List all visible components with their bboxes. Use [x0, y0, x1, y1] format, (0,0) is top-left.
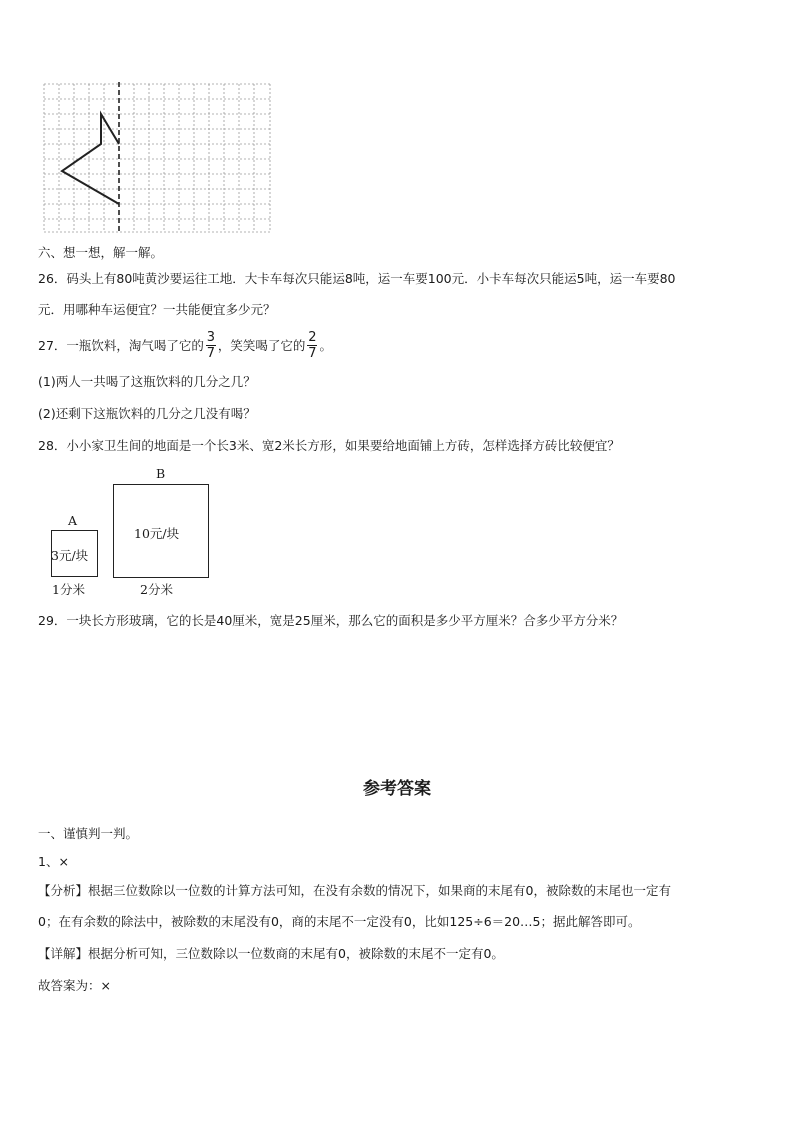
q27-prefix: 27．一瓶饮料，淘气喝了它的: [38, 337, 204, 353]
question-29: 29．一块长方形玻璃，它的长是40厘米，宽是25厘米，那么它的面积是多少平方厘米？合多少平方分米？: [38, 613, 624, 628]
answer-analysis-line1: 【分析】根据三位数除以一位数的计算方法可知，在没有余数的情况下，如果商的末尾有0，被除数的末尾也一定有: [38, 883, 671, 898]
answer-detail: 【详解】根据分析可知，三位数除以一位数商的末尾有0，被除数的末尾不一定有0。: [38, 946, 504, 961]
answers-title: 参考答案: [363, 779, 431, 799]
question-28: 28．小小家卫生间的地面是一个长3米、宽2米长方形，如果要给地面铺上方砖，怎样选择方砖比较便宜？: [38, 438, 620, 453]
question-27-sub2: (2)还剩下这瓶饮料的几分之几没有喝？: [38, 406, 256, 421]
tile-a-size: 1分米: [52, 582, 85, 597]
fraction-2-7: [307, 330, 317, 361]
q27-suffix: 。: [319, 337, 332, 353]
half-figure: [62, 114, 119, 204]
fraction-denominator: 7: [308, 346, 317, 361]
grid-lines: [44, 84, 270, 232]
tile-b-price: 10元/块: [134, 526, 180, 541]
tile-b-size: 2分米: [140, 582, 173, 597]
tile-b-letter: B: [156, 466, 166, 481]
section-six-heading: 六、想一想，解一解。: [38, 245, 164, 260]
answer-analysis-line2: 0；在有余数的除法中，被除数的末尾没有0，商的末尾不一定没有0，比如125÷6＝20…5；据此解答即可。: [38, 914, 641, 929]
fraction-denominator: 7: [206, 346, 216, 361]
fraction-numerator: 2: [308, 330, 317, 345]
answer-final: 故答案为：×: [38, 978, 111, 993]
answer-item-1: 1、×: [38, 854, 69, 869]
fraction-numerator: 3: [206, 330, 216, 345]
question-27-sub1: (1)两人一共喝了这瓶饮料的几分之几？: [38, 374, 256, 389]
q27-middle: ，笑笑喝了它的: [217, 337, 306, 353]
question-26-line2: 元．用哪种车运便宜？一共能便宜多少元？: [38, 302, 276, 317]
fraction-3-7: [206, 330, 216, 361]
answers-section-one: 一、谨慎判一判。: [38, 826, 139, 841]
symmetry-grid-figure: [40, 80, 275, 235]
question-26-line1: 26．码头上有80吨黄沙要运往工地．大卡车每次只能运8吨，运一车要100元．小卡车每次只能运5吨，运一车要80: [38, 271, 676, 286]
tile-a-letter: A: [68, 513, 78, 528]
question-27: [38, 330, 332, 361]
tile-a-price: 3元/块: [51, 548, 89, 563]
